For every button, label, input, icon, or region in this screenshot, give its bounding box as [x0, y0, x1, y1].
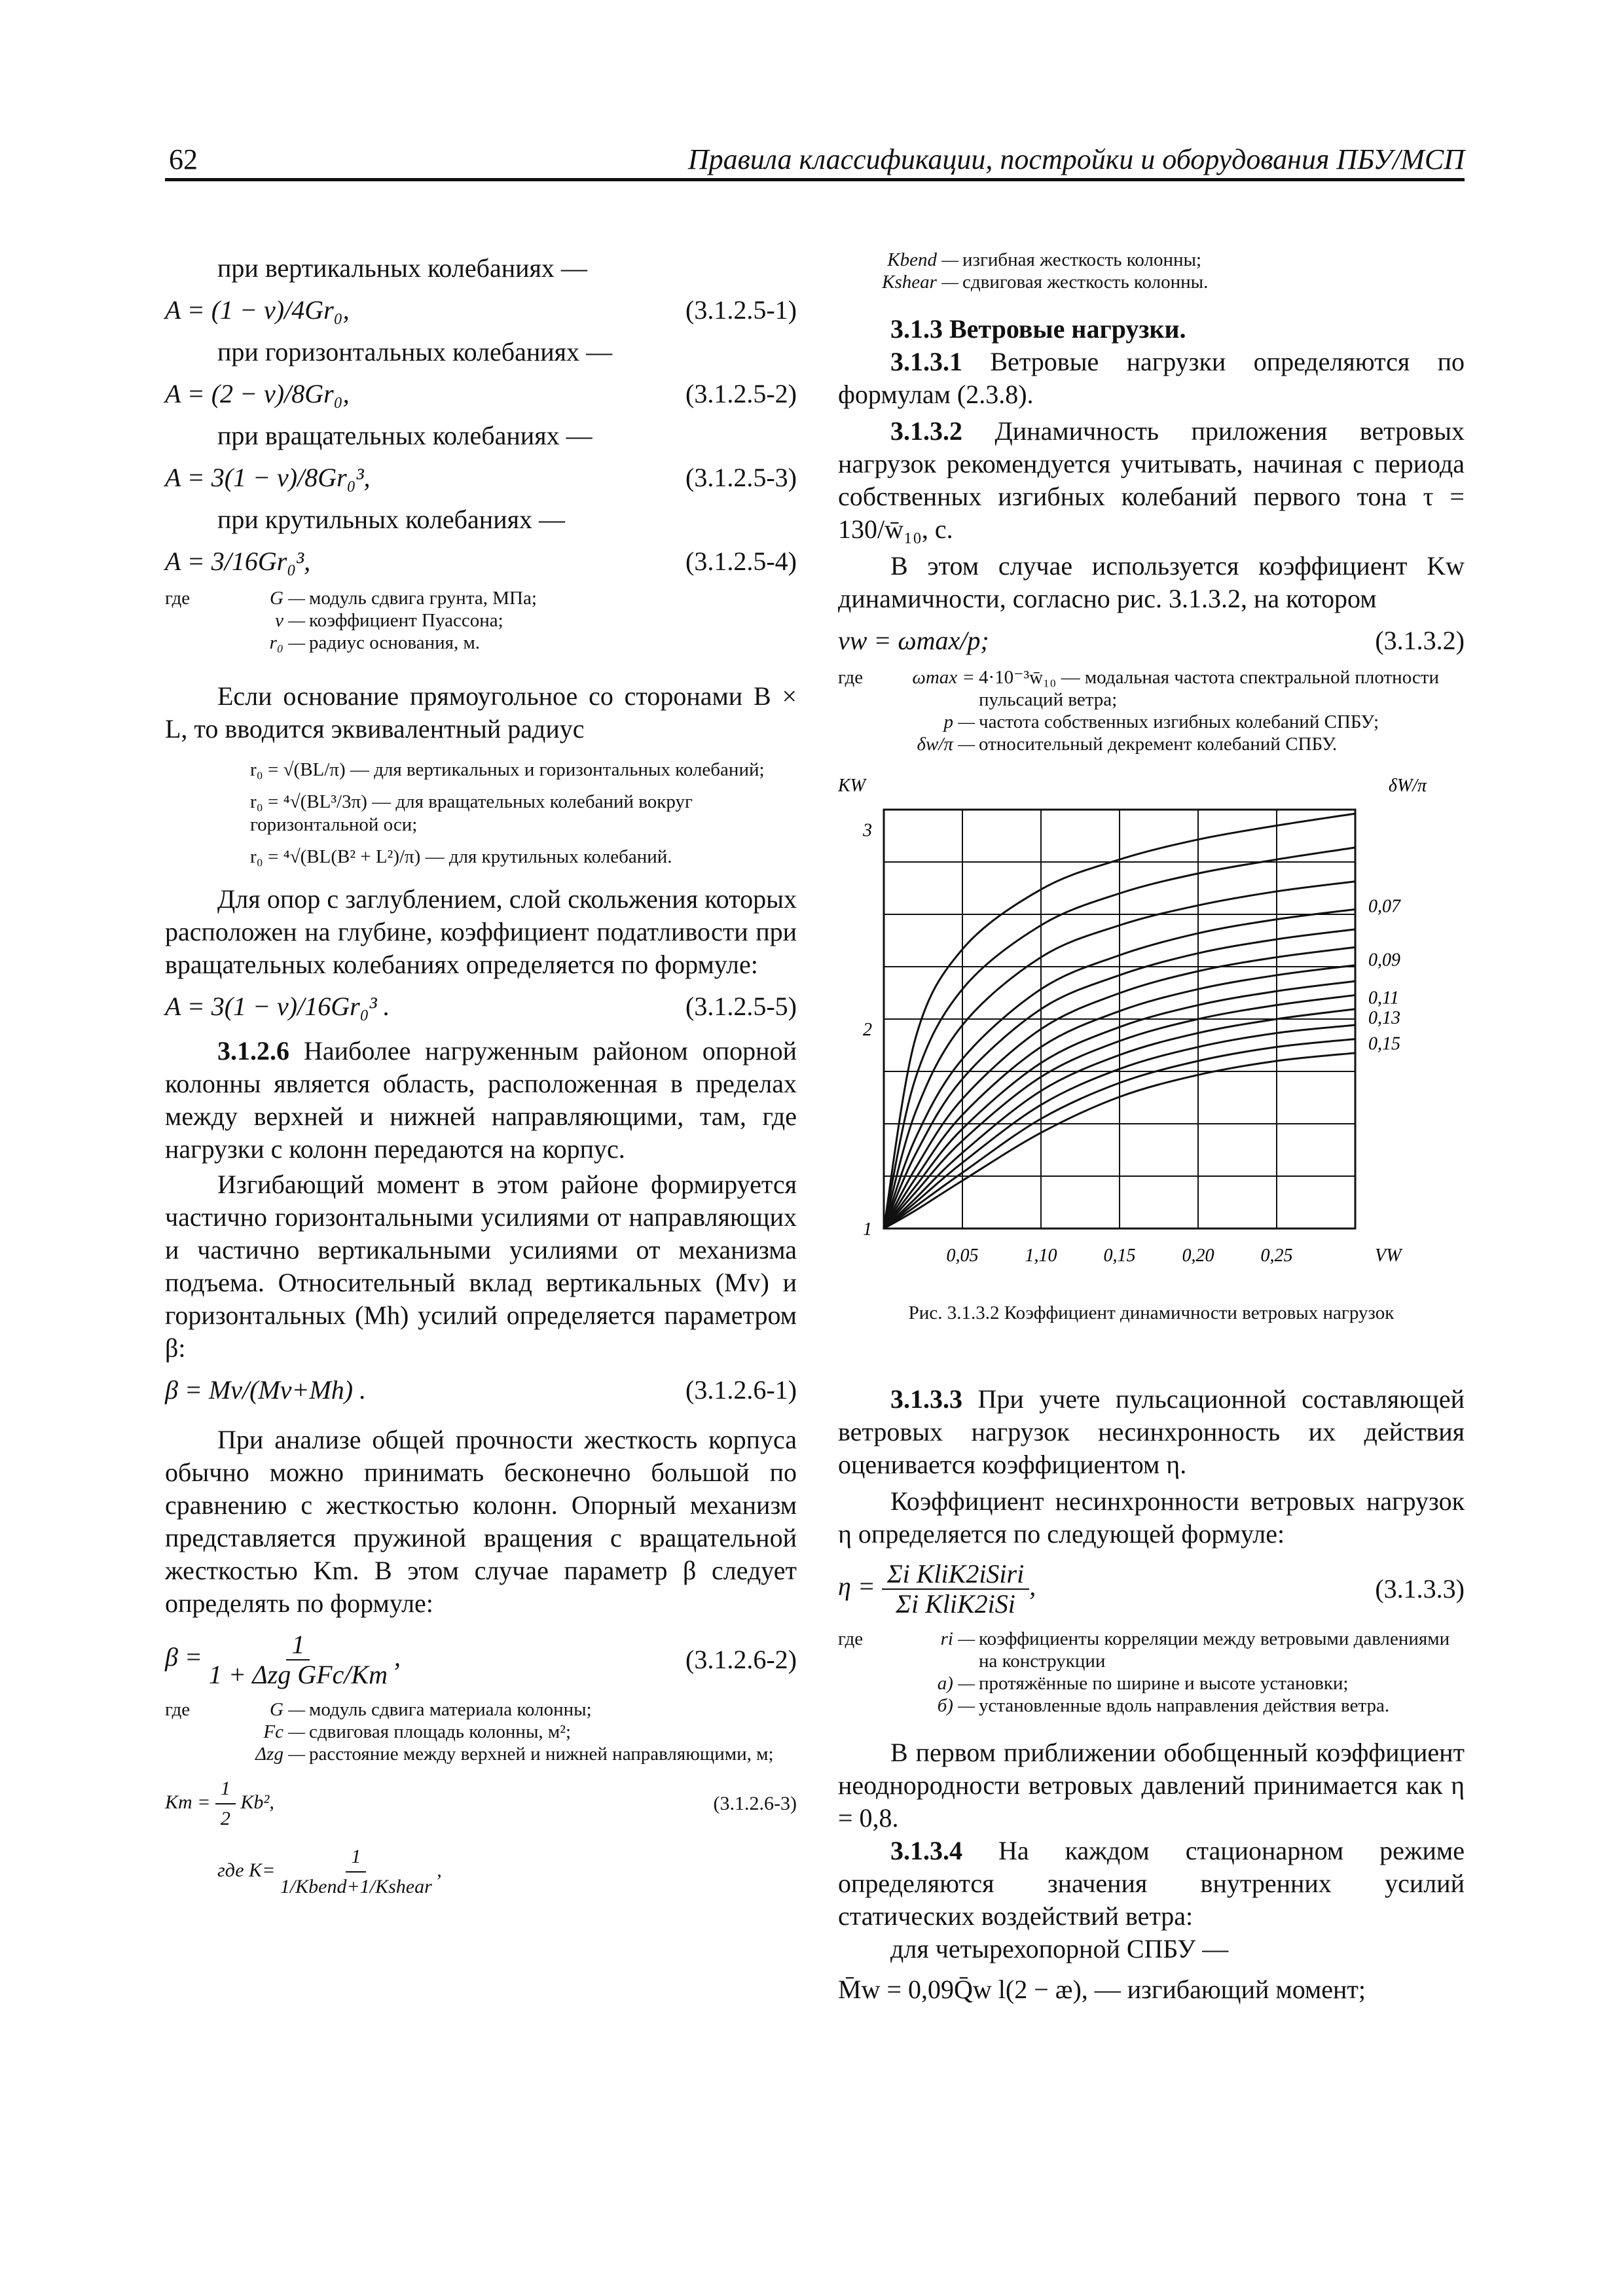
equation-number: (3.1.2.6-3) — [713, 1793, 797, 1814]
paragraph-3-1-3-3 — [838, 1383, 1465, 1481]
formula-tail: , — [431, 1859, 442, 1881]
formula-lhs: η = — [838, 1571, 875, 1602]
def-text: коэффициент Пуассона; — [309, 610, 503, 631]
paragraph-embedded: Для опор с заглублением, слой скольжения которых расположен на глубине, коэффициент податливости при вращательных колебаниях определяется по формуле: — [165, 884, 797, 979]
definitions-wind — [838, 666, 1465, 755]
label-torsional: при крутильных колебаниях — — [217, 505, 565, 534]
left-column — [165, 252, 797, 1910]
label-vertical: при вертикальных колебаниях — — [217, 253, 587, 283]
formula — [165, 1630, 401, 1689]
section-number: 3.1.3.3 — [890, 1384, 962, 1414]
x-tick-label: 0,20 — [1182, 1246, 1214, 1266]
header-rule — [165, 178, 1465, 181]
def-symbol: Kbend — — [887, 249, 958, 270]
radius-vertical: r₀ = √(BL/π) — для вертикальных и горизонтальных колебаний; — [250, 759, 765, 780]
def-text: протяжённые по ширине и высоте установки; — [979, 1673, 1349, 1694]
equation-number: (3.1.2.5-3) — [685, 463, 797, 492]
formula: A = (2 − ν)/8Gr₀, — [165, 379, 350, 408]
formula: νw = ωmax/p; — [838, 626, 989, 655]
curve-label: 0,09 — [1368, 950, 1400, 971]
denominator: Σi KliK2iSi — [896, 1589, 1015, 1619]
numerator: Σi KliK2iSiri — [882, 1560, 1029, 1590]
def-text: относительный декремент колебаний СПБУ. — [979, 734, 1338, 755]
fraction — [280, 1842, 432, 1901]
denominator: 2 — [220, 1808, 230, 1829]
label-rotational: при вращательных колебаниях — — [217, 421, 593, 450]
def-symbol: ν — — [275, 610, 305, 631]
formula-lhs: Km = — [165, 1791, 211, 1813]
def-symbol: δw/π — — [917, 734, 975, 755]
def-text: 4·10⁻³w̄₁₀ — модальная частота спектральной плотности пульсаций ветра; — [979, 667, 1439, 710]
def-symbol: б) — — [937, 1695, 975, 1716]
where-label: где — [838, 667, 864, 688]
x-tick-label: 0,05 — [946, 1246, 979, 1266]
paragraph-approximation: В первом приближении обобщенный коэффициент неоднородности ветровых давлений принимается как η = 0,8. — [838, 1738, 1465, 1833]
formula-tail: , — [388, 1642, 401, 1672]
paragraph-eta: Коэффициент несинхронности ветровых нагрузок η определяется по следующей формуле: — [838, 1486, 1465, 1549]
paragraph-kw: В этом случае используется коэффициент Kw динамичности, согласно рис. 3.1.3.2, на котором — [838, 551, 1465, 613]
curve-label: 0,11 — [1368, 988, 1399, 1009]
where-label: где — [165, 588, 191, 609]
formula-tail: , — [1029, 1571, 1036, 1602]
definitions-soil — [165, 587, 797, 654]
kw-dynamic-chart — [838, 761, 1465, 1297]
section-text: Наиболее нагруженным районом опорной колонны является область, расположенная в пределах между верхней и нижней направляющими, там, где нагрузки с колонн передаются на корпус. — [165, 1036, 797, 1164]
y-tick-label: 2 — [863, 1020, 872, 1041]
y-axis-title: KW — [838, 776, 866, 796]
equation-k — [165, 1842, 797, 1901]
def-symbol: r₀ — — [269, 632, 305, 653]
definitions-stiffness — [838, 249, 1465, 293]
equation-3-1-2-6-2 — [165, 1630, 797, 1689]
formula-tail: Kb², — [240, 1791, 274, 1813]
equation-number: (3.1.2.5-4) — [685, 547, 797, 576]
section-number: 3.1.3.2 — [890, 416, 962, 446]
paragraph-moment: Изгибающий момент в этом районе формируется частично горизонтальными усилиями от направляющих и частично вертикальными усилиями от механизма подъема. Относительный вклад вертикальных (Mv) и горизонтальных (Mh) усилий определяется параметром β: — [165, 1170, 797, 1363]
equation-3-1-2-5-1 — [165, 294, 797, 327]
section-text: Ветровые нагрузки определяются по формулам (2.3.8). — [838, 347, 1465, 409]
curve-label: 0,15 — [1368, 1033, 1400, 1054]
def-symbol: p — — [943, 711, 975, 732]
equation-3-1-2-5-5 — [165, 990, 797, 1023]
definitions-correlation — [838, 1628, 1465, 1717]
x-tick-label: 0,25 — [1260, 1246, 1293, 1266]
label-four-leg: для четырехопорной СПБУ — — [890, 1934, 1229, 1964]
equation-number: (3.1.2.5-2) — [685, 379, 797, 408]
figure-caption: Рис. 3.1.3.2 Коэффициент динамичности ветровых нагрузок — [908, 1302, 1395, 1323]
section-number: 3.1.3.4 — [890, 1836, 962, 1865]
def-symbol: а) — — [937, 1673, 975, 1694]
radius-rotational: r₀ = ⁴√(BL³/3π) — для вращательных колебаний вокруг горизонтальной оси; — [250, 791, 693, 835]
def-text: радиус основания, м. — [309, 632, 481, 653]
definitions-column — [165, 1698, 797, 1765]
def-text: установленные вдоль направления действия ветра. — [979, 1695, 1390, 1716]
equation-3-1-2-5-2 — [165, 378, 797, 410]
running-title: Правила классификации, постройки и оборудования ПБУ/МСП — [687, 143, 1465, 175]
equation-number: (3.1.2.5-1) — [685, 295, 797, 325]
def-text: изгибная жесткость колонны; — [962, 249, 1202, 270]
numerator: 1 — [215, 1774, 236, 1804]
paragraph-3-1-3-4 — [838, 1835, 1465, 1933]
def-symbol: Fc — — [263, 1721, 305, 1742]
curve-label: 0,13 — [1368, 1007, 1400, 1028]
x-tick-label: 0,15 — [1103, 1246, 1136, 1266]
formula: A = (1 − ν)/4Gr₀, — [165, 295, 350, 325]
right-column — [838, 249, 1465, 2006]
def-text: модуль сдвига материала колонны; — [309, 1699, 592, 1720]
formula — [165, 1774, 274, 1833]
y-tick-label: 3 — [863, 820, 872, 841]
section-heading-3-1-3: 3.1.3 Ветровые нагрузки. — [890, 314, 1186, 344]
section-text: На каждом стационарном режиме определяются значения внутренних усилий статических воздействий ветра: — [838, 1836, 1465, 1931]
formula: β = Mv/(Mv+Mh) . — [165, 1375, 367, 1405]
fraction — [215, 1774, 236, 1833]
equation-3-1-3-3 — [838, 1560, 1465, 1619]
paragraph-3-1-3-2 — [838, 415, 1465, 546]
section-number: 3.1.3.1 — [890, 347, 962, 376]
denominator: 1 + Δzg GFc/Km — [208, 1660, 388, 1689]
paragraph-3-1-3-1 — [838, 346, 1465, 411]
x-axis-title: VW — [1375, 1246, 1402, 1266]
paragraph-3-1-2-6 — [165, 1035, 797, 1166]
equation-3-1-2-5-3 — [165, 461, 797, 494]
formula — [217, 1842, 442, 1901]
def-text: сдвиговая площадь колонны, м²; — [309, 1721, 572, 1742]
numerator: 1 — [346, 1842, 366, 1873]
def-symbol: ri — — [940, 1628, 975, 1649]
fraction — [882, 1560, 1029, 1619]
right-axis-title: δW/π — [1388, 776, 1427, 796]
where-label: где — [838, 1628, 864, 1649]
denominator: 1/Kbend+1/Kshear — [280, 1876, 432, 1897]
section-text: Динамичность приложения ветровых нагрузок рекомендуется учитывать, начиная с периода собственных изгибных колебаний первого тона τ = 130/w̄₁₀, с. — [838, 416, 1465, 544]
equation-3-1-2-6-3 — [165, 1774, 797, 1833]
equation-number: (3.1.2.6-2) — [685, 1645, 797, 1674]
equation-number: (3.1.3.3) — [1375, 1574, 1465, 1604]
equation-number: (3.1.2.5-5) — [685, 992, 797, 1021]
radius-torsional: r₀ = ⁴√(BL(B² + L²)/π) — для крутильных колебаний. — [250, 846, 672, 867]
page-header — [165, 143, 1465, 179]
def-text: коэффициенты корреляции между ветровыми давлениями на конструкции — [979, 1628, 1450, 1672]
formula: A = 3(1 − ν)/8Gr₀³, — [165, 463, 371, 492]
formula-lhs: где K= — [217, 1859, 276, 1881]
formula-lhs: β = — [165, 1642, 202, 1672]
section-number: 3.1.2.6 — [217, 1036, 289, 1066]
formula — [838, 1560, 1036, 1619]
section-text: При учете пульсационной составляющей ветровых нагрузок несинхронность их действия оценивается коэффициентом η. — [838, 1384, 1465, 1479]
curve-label: 0,07 — [1368, 896, 1400, 917]
equation-3-1-2-5-4 — [165, 545, 797, 578]
equation-3-1-3-2 — [838, 624, 1465, 657]
paragraph-rectangular: Если основание прямоугольное со сторонами B × L, то вводится эквивалентный радиус — [165, 681, 797, 744]
def-text: расстояние между верхней и нижней направляющими, м; — [309, 1744, 774, 1765]
formula: A = 3(1 − ν)/16Gr₀³ . — [165, 992, 390, 1021]
equation-3-1-2-6-1 — [165, 1374, 797, 1407]
equation-moment: M̄w = 0,09Q̄w l(2 − æ), — изгибающий момент; — [838, 1975, 1366, 2004]
def-symbol: G — — [270, 588, 305, 609]
def-symbol: ωmax = — [912, 667, 975, 688]
y-tick-label: 1 — [863, 1219, 872, 1240]
def-symbol: G — — [270, 1699, 305, 1720]
def-text: частота собственных изгибных колебаний СПБУ; — [979, 711, 1379, 732]
equation-number: (3.1.2.6-1) — [685, 1375, 797, 1405]
x-tick-label: 1,10 — [1025, 1246, 1057, 1266]
def-symbol: Δzg — — [255, 1744, 305, 1765]
def-text: сдвиговая жесткость колонны. — [962, 272, 1209, 293]
fraction — [209, 1630, 388, 1689]
equation-number: (3.1.3.2) — [1375, 626, 1465, 655]
numerator: 1 — [286, 1630, 310, 1660]
def-symbol: Kshear — — [882, 272, 958, 293]
page-number: 62 — [169, 143, 198, 175]
label-horizontal: при горизонтальных колебаниях — — [217, 337, 613, 367]
def-text: модуль сдвига грунта, МПа; — [309, 588, 537, 609]
formula: A = 3/16Gr₀³, — [165, 547, 311, 576]
where-label: где — [165, 1699, 191, 1720]
paragraph-stiffness: При анализе общей прочности жесткость корпуса обычно можно принимать бесконечно большой по сравнению с жесткостью колонн. Опорный механизм представляется пружиной вращения с вращательной жесткостью Km. В этом случае параметр β следует определять по формуле: — [165, 1425, 797, 1618]
